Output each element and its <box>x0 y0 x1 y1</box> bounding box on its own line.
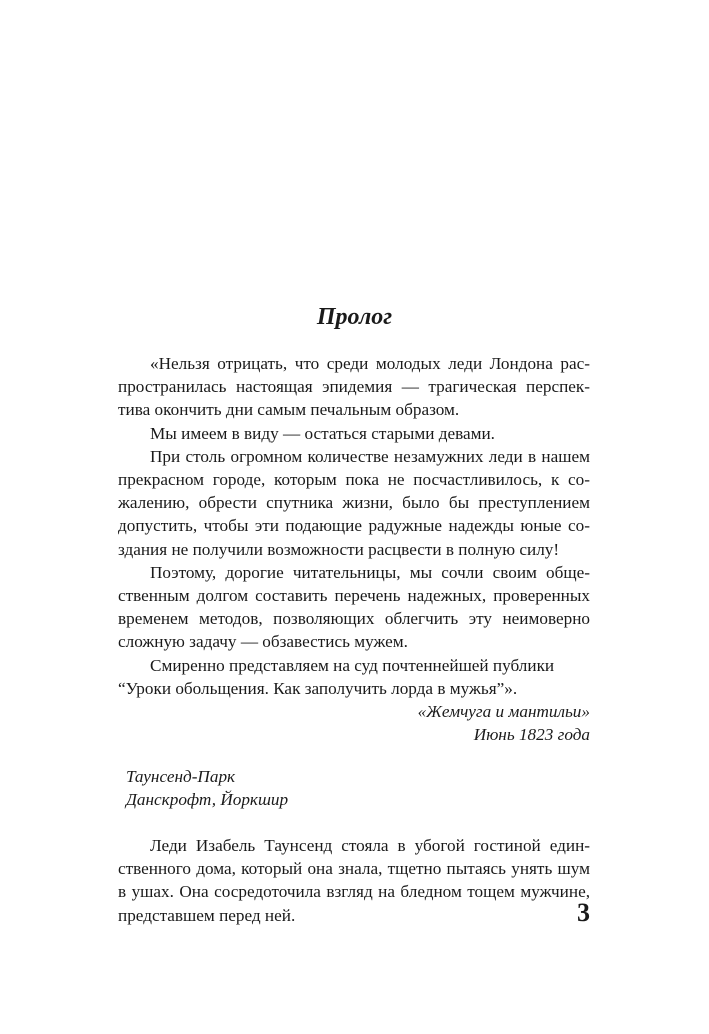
chapter-title: Пролог <box>316 304 393 330</box>
epigraph-date: Июнь 1823 года <box>473 725 590 745</box>
location-heading <box>126 765 288 811</box>
epigraph-paragraph: Смиренно представляем на суд почтеннейшей публики <box>150 655 555 675</box>
page-number: 3 <box>577 898 590 927</box>
narrative-block <box>118 834 590 927</box>
epigraph-source: «Жемчуга и мантильи» <box>417 702 590 722</box>
location-line-estate: Таунсенд-Парк <box>126 767 236 786</box>
epigraph-paragraph: «Нельзя отрицать, что среди молодых леди Лондона распространилась настоящая эпидемия — трагическая перспектива окончить дни самым печальным образом. <box>118 354 590 420</box>
epigraph-paragraph: При столь огромном количестве незамужних леди в нашем прекрасном городе, которым пока не посчастливилось, к сожалению, обрести спутника жизни, было бы преступлением допустить, чтобы эти подающие радужные надежды юные создания не получили возможности расцвести в полную силу! <box>118 446 590 559</box>
narrative-paragraph: Леди Изабель Таунсенд стояла в убогой гостиной единственного дома, который она знала, тщетно пытаясь унять шум в ушах. Она сосредоточила взгляд на бледном тощем мужчине, представшем перед ней. <box>118 836 590 925</box>
location-line-region: Данскрофт, Йоркшир <box>126 790 289 810</box>
epigraph-paragraph: Мы имеем в виду — остаться старыми девами. <box>150 423 495 443</box>
epigraph-block <box>118 352 590 746</box>
epigraph-paragraph: “Уроки обольщения. Как заполучить лорда в мужья”». <box>118 678 518 698</box>
epigraph-paragraph: Поэтому, дорогие читательницы, мы сочли своим общественным долгом составить перечень надежных, проверенных временем методов, позволяющих облегчить эту неимоверно сложную задачу — обзавестись мужем. <box>118 562 590 652</box>
